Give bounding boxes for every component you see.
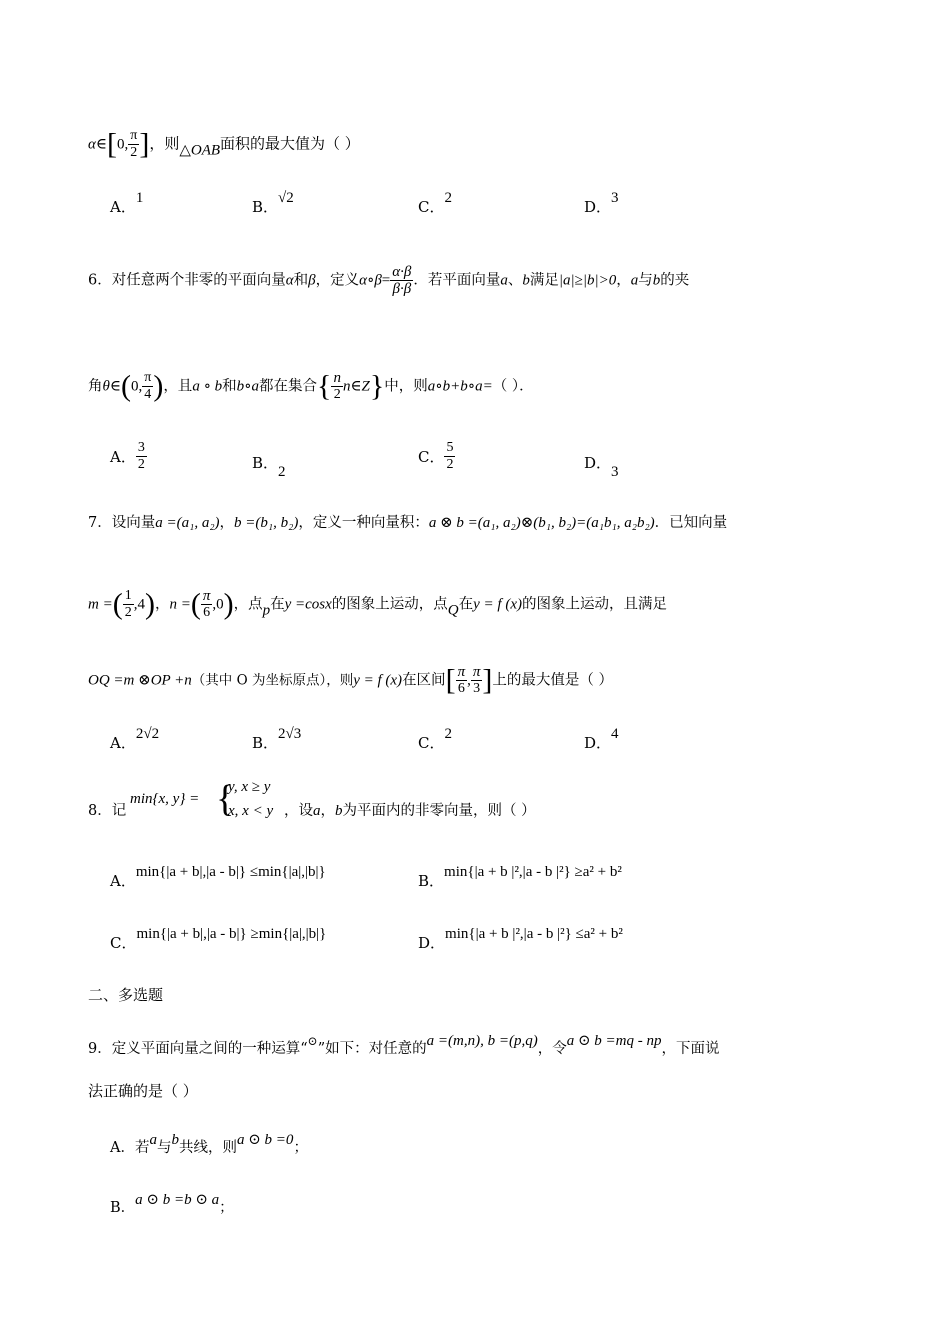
q7-option-b[interactable]: B．2√3	[252, 726, 302, 752]
q8-option-a[interactable]: A．min{|a + b|,|a - b|} ≤min{|a|,|b|}	[110, 864, 326, 890]
q6-theta-frac: $\frac{\pi}{4}$	[144, 370, 152, 402]
q8-option-b[interactable]: B．min{|a + b |²,|a - b |²} ≥a² + b²	[418, 864, 622, 890]
q6-set-frac: $\frac{n}{2}$	[333, 370, 341, 402]
q6-option-a[interactable]: A． $\frac{3}{2}$	[110, 440, 145, 472]
q7-number: 7．	[88, 515, 112, 531]
q5-interval-frac: $\frac{\pi}{2}$	[130, 128, 138, 160]
q6-number: 6．	[88, 272, 112, 289]
q7-line-2: m =( $\frac{1}{2}$ ,4)，n =( $\frac{\pi}{6}$ ,0)，点p在y =cosx的图象上运动，点Q在y = f (x)的图象上运动，且满足	[88, 587, 667, 621]
q5-condition-line: α∈[0, $\frac{\pi}{2}$ ]，则△OAB面积的最大值为（ ）	[88, 127, 360, 161]
q5-triangle: △OAB	[179, 142, 221, 159]
q6-def-frac: $\frac{\alpha\cdot\beta}{\beta\cdot\beta}$	[392, 264, 412, 297]
q8-min-def: min{x, y} =	[130, 791, 200, 807]
q6-def-lhs: α∘β	[359, 272, 382, 289]
q9-number: 9．	[88, 1041, 112, 1057]
q6-expression: a∘b+b∘a=	[427, 378, 493, 395]
q8-case-1: y, x ≥ y	[228, 779, 271, 795]
q7-line-1: 7．设向量a =(a₁, a₂)，b =(b₁, b₂)，定义一种向量积：a ⊗ b =(a₁, a₂)⊗(b₁, b₂)=(a₁b₁, a₂b₂)．已知向量	[88, 515, 728, 531]
q8-line-1: 8．记 min{x, y} = { y, x ≥ y x, x < y ，设a，b为平面内的非零向量，则（ ）	[88, 778, 536, 820]
q5-alpha-cond: α∈	[88, 136, 107, 153]
q9-operator: ⊙	[307, 1034, 318, 1048]
q9-rule: a ⊙ b =mq - np	[566, 1033, 662, 1049]
q5-option-b[interactable]: B．√2	[252, 190, 294, 216]
q8-case-2: x, x < y	[228, 803, 274, 819]
q7-product-def: a ⊗ b =(a₁, a₂)⊗(b₁, b₂)=(a₁b₁, a₂b₂)	[428, 515, 655, 531]
q9-line-1: 9．定义平面向量之间的一种运算“⊙”如下：对任意的a =(m,n), b =(p,q)，令a ⊙ b =mq - np，下面说	[88, 1033, 720, 1057]
q8-option-d[interactable]: D．min{|a + b |²,|a - b |²} ≤a² + b²	[418, 926, 623, 952]
q6-line-2: 角θ∈(0, $\frac{\pi}{4}$ )，且a ∘ b和b∘a都在集合{ $\frac{n}{2}$ n∈Z}中，则a∘b+b∘a=（ ）．	[88, 369, 534, 403]
q5-interval-lo: 0,	[116, 136, 129, 153]
q9-option-b[interactable]: B．a ⊙ b =b ⊙ a；	[110, 1192, 234, 1216]
q8-number: 8．记	[88, 803, 127, 819]
q8-option-c[interactable]: C．min{|a + b|,|a - b|} ≥min{|a|,|b|}	[110, 926, 327, 952]
q6-option-c[interactable]: C． $\frac{5}{2}$	[418, 440, 454, 472]
q7-line-3: OQ =m ⊗OP +n（其中 O 为坐标原点），则y = f (x)在区间[ $\frac{\pi}{6}$ , $\frac{\pi}{3}$ ]上的最大值是（ ）	[88, 663, 613, 697]
q9-option-a[interactable]: A．若a与b共线，则a ⊙ b =0；	[110, 1132, 308, 1156]
q9-definition: a =(m,n), b =(p,q)	[426, 1033, 538, 1049]
q5-option-d[interactable]: D．3	[584, 190, 619, 216]
q6-line-1: 6．对任意两个非零的平面向量α和β，定义α∘β= $\frac{\alpha\cdot\beta}{\beta\cdot\beta}$ ．若平面向量a、b满足|a|≥|b|>0，a与b的夹	[88, 264, 690, 297]
q7-option-c[interactable]: C．2	[418, 726, 452, 752]
q5-text-then: ，则	[149, 134, 180, 153]
q6-option-b[interactable]: B．2	[252, 454, 286, 480]
q5-option-a[interactable]: A．1	[110, 190, 144, 216]
q7-option-a[interactable]: A．2√2	[110, 726, 160, 752]
q6-option-d[interactable]: D．3	[584, 454, 619, 480]
q9-line-2: 法正确的是（ ）	[88, 1082, 198, 1100]
q6-condition: |a|≥|b|>0	[558, 272, 617, 289]
section-2-title: 二、多选题	[88, 986, 164, 1004]
q5-text-rest: 面积的最大值为（ ）	[220, 134, 360, 153]
q7-option-d[interactable]: D．4	[584, 726, 619, 752]
q5-option-c[interactable]: C．2	[418, 190, 452, 216]
